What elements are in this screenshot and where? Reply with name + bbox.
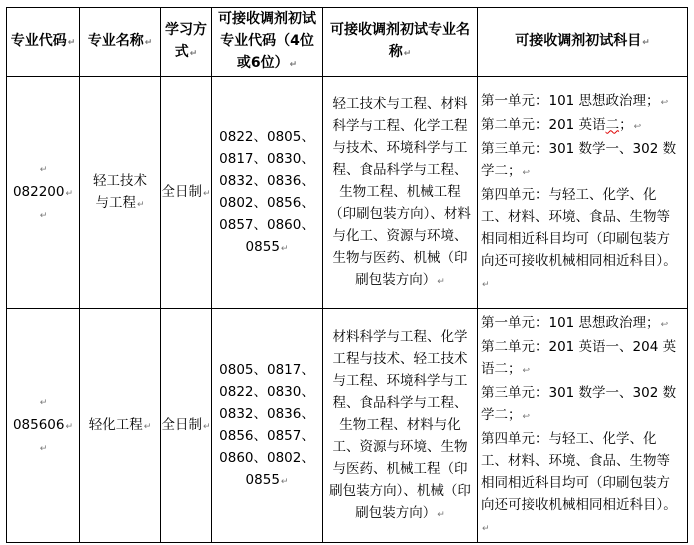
row2-accept-codes: 0805、0817、0822、0830、0832、0836、0856、0857、0860、0802、0855↵ [212, 309, 323, 543]
row1-unit1: 第一单元：101 思想政治理；↩ [481, 92, 669, 109]
row2-unit2: 第二单元：201 英语一、204 英语二；↩ [481, 338, 677, 377]
header-subjects: 可接收调剂初试科目↵ [478, 8, 688, 77]
table-header-row [7, 8, 688, 77]
row2-code: ↵ 085606↵ ↵ [7, 309, 80, 543]
row2-unit1: 第一单元：101 思想政治理；↩ [481, 314, 669, 331]
header-accept-codes: 可接收调剂初试专业代码（4位或6位）↵ [212, 8, 323, 77]
header-code: 专业代码↵ [7, 8, 80, 77]
table-row [7, 309, 688, 543]
row1-accept-codes: 0822、0805、0817、0830、0832、0836、0802、0856、0857、0860、0855↵ [212, 77, 323, 309]
header-mode: 学习方式↵ [161, 8, 212, 77]
row1-accept-names: 轻工技术与工程、材料科学与工程、化学工程与技术、环境科学与工程、食品科学与工程、生物工程、机械工程（印刷包装方向）、材料与化工、资源与环境、生物与医药、机械（印刷包装方向）↵ [323, 77, 478, 309]
row1-name: 轻工技术与工程↵ [80, 77, 161, 309]
row1-subjects [478, 77, 688, 309]
header-name: 专业名称↵ [80, 8, 161, 77]
adjustment-table [6, 7, 688, 543]
row1-mode: 全日制↵ [161, 77, 212, 309]
row2-accept-names: 材料科学与工程、化学工程与技术、轻工技术与工程、环境科学与工程、食品科学与工程、生物工程、材料与化工、资源与环境、生物与医药、机械工程（印刷包装方向）、机械（印刷包装方向）↵ [323, 309, 478, 543]
row1-unit2: 第二单元：201 英语二；↩ [481, 116, 642, 133]
row2-mode: 全日制↵ [161, 309, 212, 543]
row1-unit3: 第三单元：301 数学一、302 数学二；↩ [481, 140, 677, 179]
row1-unit4: 第四单元：与轻工、化学、化工、材料、环境、食品、生物等相同相近科目均可（印刷包装方向还可接收机械相同相近科目）。↵ [481, 186, 677, 290]
row1-code: ↵ 082200↵ ↵ [7, 77, 80, 309]
row2-unit4: 第四单元：与轻工、化学、化工、材料、环境、食品、生物等相同相近科目均可（印刷包装方向还可接收机械相同相近科目）。↵ [481, 430, 677, 534]
table-row [7, 77, 688, 309]
row2-name: 轻化工程↵ [80, 309, 161, 543]
row2-subjects [478, 309, 688, 543]
header-accept-names: 可接收调剂初试专业名称↵ [323, 8, 478, 77]
row2-unit3: 第三单元：301 数学一、302 数学二；↩ [481, 384, 677, 423]
